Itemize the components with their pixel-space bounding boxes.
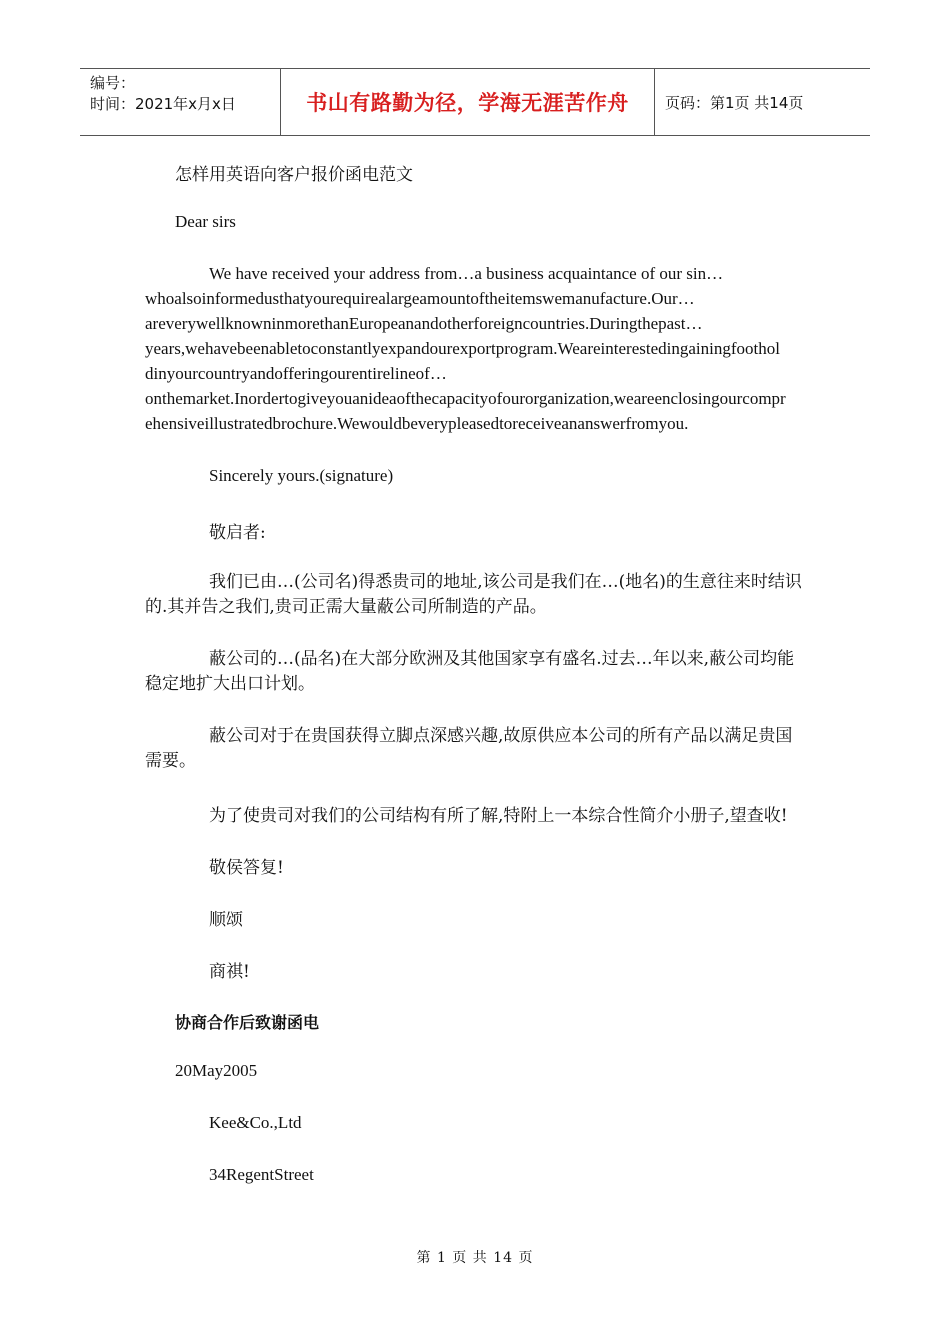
salutation-en: Dear sirs (175, 212, 236, 231)
paragraph-cn-2: 蔽公司的…(品名)在大部分欧洲及其他国家享有盛名.过去…年以来,蔽公司均能稳定地扩大出口计划。 (145, 649, 795, 694)
page-header (80, 68, 870, 136)
body-en-line-3: areverywellknowninmorethanEuropeanandotherforeigncountries.Duringthepast… (145, 314, 703, 333)
salutation-cn: 敬启者: (209, 523, 266, 543)
body-en-line-7: ehensiveillustratedbrochure.Wewouldbeverypleasedtoreceiveananswerfromyou. (145, 414, 689, 433)
paragraph-cn-3: 蔽公司对于在贵国获得立脚点深感兴趣,故原供应本公司的所有产品以满足贵国需要。 (145, 726, 793, 771)
body-en-line-5: dinyourcountryandofferingourentirelineof… (145, 364, 447, 383)
page-footer: 第 1 页 共 14 页 (416, 1250, 534, 1266)
closing-cn-3: 商祺! (209, 962, 250, 982)
header-motto: 书山有路勤为径，学海无涯苦作舟 (281, 69, 655, 135)
body-en-line-6: onthemarket.Inordertogiveyouanideaofthecapacityofourorganization,weareenclosingourcompr (145, 389, 786, 408)
header-meta (80, 69, 281, 135)
closing-cn-2: 顺颂 (209, 910, 243, 930)
closing-cn-1: 敬侯答复! (209, 858, 284, 878)
code-label: 编号： (90, 74, 136, 92)
time-label: 时间：2021年x月x日 (90, 95, 236, 113)
paragraph-cn-4: 为了使贵司对我们的公司结构有所了解,特附上一本综合性简介小册子,望查收! (209, 806, 788, 826)
address-line-2: 34RegentStreet (209, 1165, 314, 1184)
doc-title: 怎样用英语向客户报价函电范文 (175, 165, 413, 185)
paragraph-cn-1: 我们已由…(公司名)得悉贵司的地址,该公司是我们在…(地名)的生意往来时结识的.其并告之我们,贵司正需大量蔽公司所制造的产品。 (145, 572, 802, 617)
body-en-line-4: years,wehavebeenabletoconstantlyexpandourexportprogram.Weareinterestedingainingfoothol (145, 339, 780, 358)
address-line-1: Kee&Co.,Ltd (209, 1113, 302, 1132)
closing-en: Sincerely yours.(signature) (209, 466, 394, 485)
body-en-line-2: whoalsoinformedusthatyourequirealargeamountoftheitemswemanufacture.Our… (145, 289, 695, 308)
section2-title: 协商合作后致谢函电 (175, 1013, 320, 1032)
body-en-line-1: We have received your address from…a business acquaintance of our sin… (209, 264, 724, 283)
letter-date: 20May2005 (175, 1061, 258, 1080)
header-page-info: 页码：第1页 共14页 (665, 93, 804, 112)
